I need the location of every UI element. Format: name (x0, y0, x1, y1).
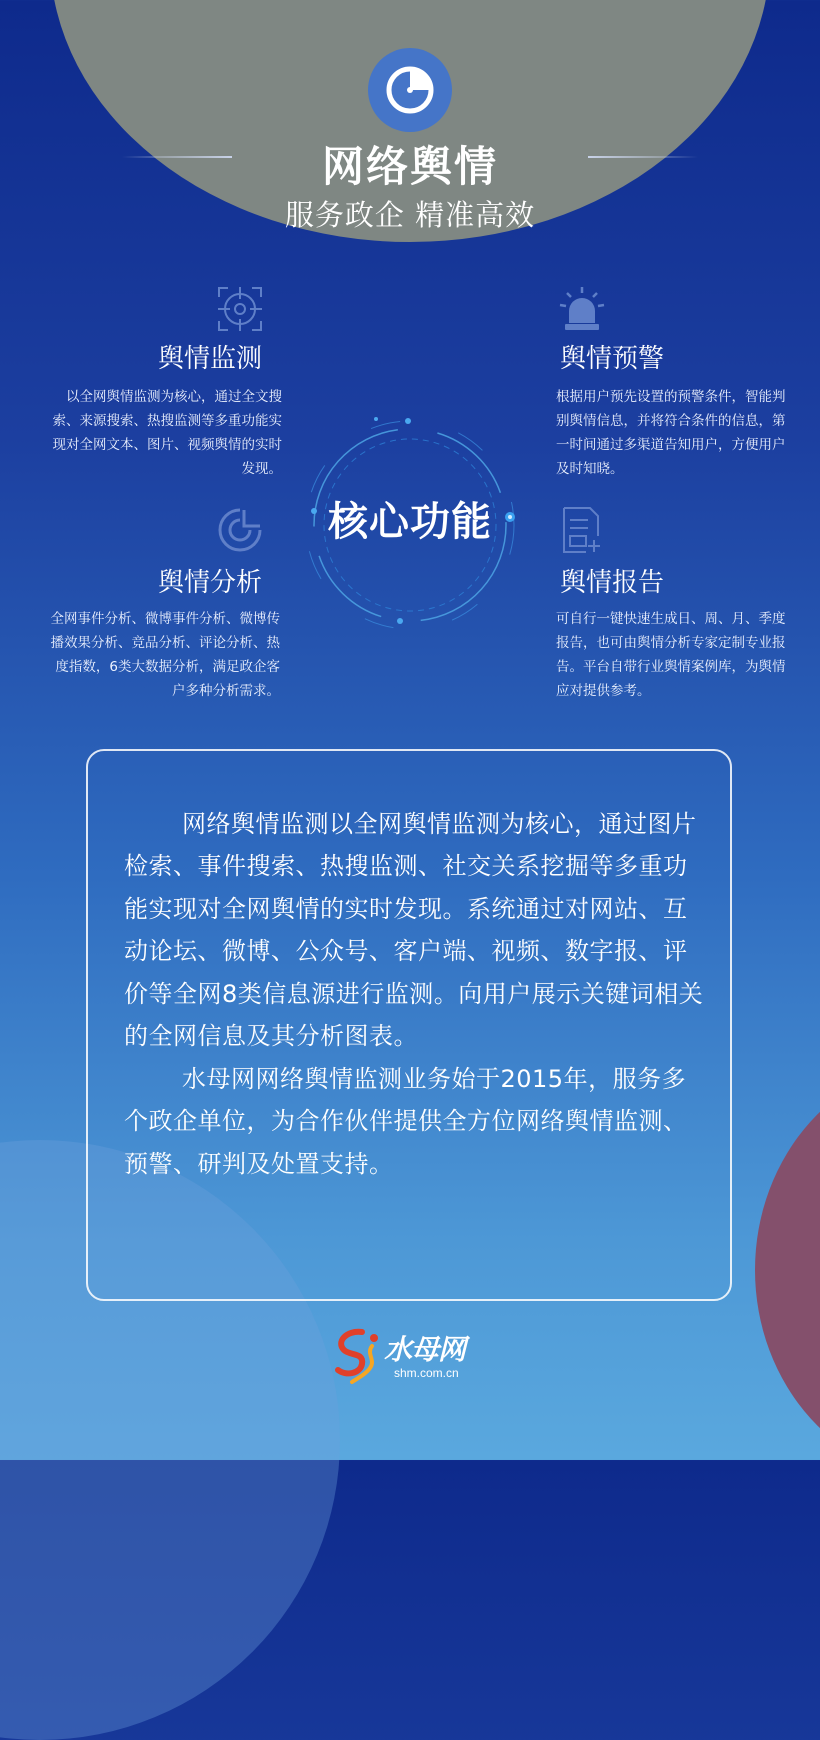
feature-desc-analysis: 全网事件分析、微博事件分析、微博传播效果分析、竞品分析、评论分析、热度指数，6类大数据分析，满足政企客户多种分析需求。 (50, 611, 280, 699)
feature-title-analysis: 舆情分析 (157, 568, 262, 598)
report-document-icon (560, 506, 604, 556)
feature-desc-report: 可自行一键快速生成日、周、月、季度报告，也可由舆情分析专家定制专业报告。平台自带行业舆情案例库，为舆情应对提供参考。 (556, 611, 786, 699)
feature-title-alert: 舆情预警 (559, 344, 664, 374)
alarm-light-icon (559, 285, 605, 333)
feature-title-monitor: 舆情监测 (157, 344, 262, 374)
feature-title-report: 舆情报告 (559, 568, 664, 598)
pie-chart-icon (368, 48, 452, 132)
intro-paragraph-2: 水母网网络舆情监测业务始于2015年，服务多个政企单位，为合作伙伴提供全方位网络舆情监测、预警、研判及处置支持。 (124, 1065, 688, 1178)
page-subtitle: 服务政企 精准高效 (284, 198, 536, 232)
intro-paragraph-1: 网络舆情监测以全网舆情监测为核心，通过图片检索、事件搜索、热搜监测、社交关系挖掘等多重功能实现对全网舆情的实时发现。系统通过对网站、互动论坛、微博、公众号、客户端、视频、数字报、评价等全网8类信息源进行监测。向用户展示关键词相关的全网信息及其分析图表。 (124, 810, 704, 1051)
jellyfish-logo-icon (332, 1328, 384, 1388)
core-function-label: 核心功能 (328, 499, 492, 545)
logo-name: 水母网 (384, 1333, 466, 1366)
page-title: 网络舆情 (321, 142, 498, 191)
pie-analysis-icon (216, 506, 264, 554)
intro-panel (86, 749, 732, 1301)
target-crosshair-icon (216, 285, 264, 333)
shuimu-logo (332, 1328, 492, 1388)
feature-desc-monitor: 以全网舆情监测为核心，通过全文搜索、来源搜索、热搜监测等多重功能实现对全网文本、图片、视频舆情的实时发现。 (52, 389, 282, 477)
logo-url: shm.com.cn (394, 1366, 459, 1380)
decor-circle-right (755, 1060, 820, 1480)
feature-desc-alert: 根据用户预先设置的预警条件，智能判别舆情信息，并将符合条件的信息，第一时间通过多渠道告知用户，方便用户及时知晓。 (556, 389, 786, 477)
